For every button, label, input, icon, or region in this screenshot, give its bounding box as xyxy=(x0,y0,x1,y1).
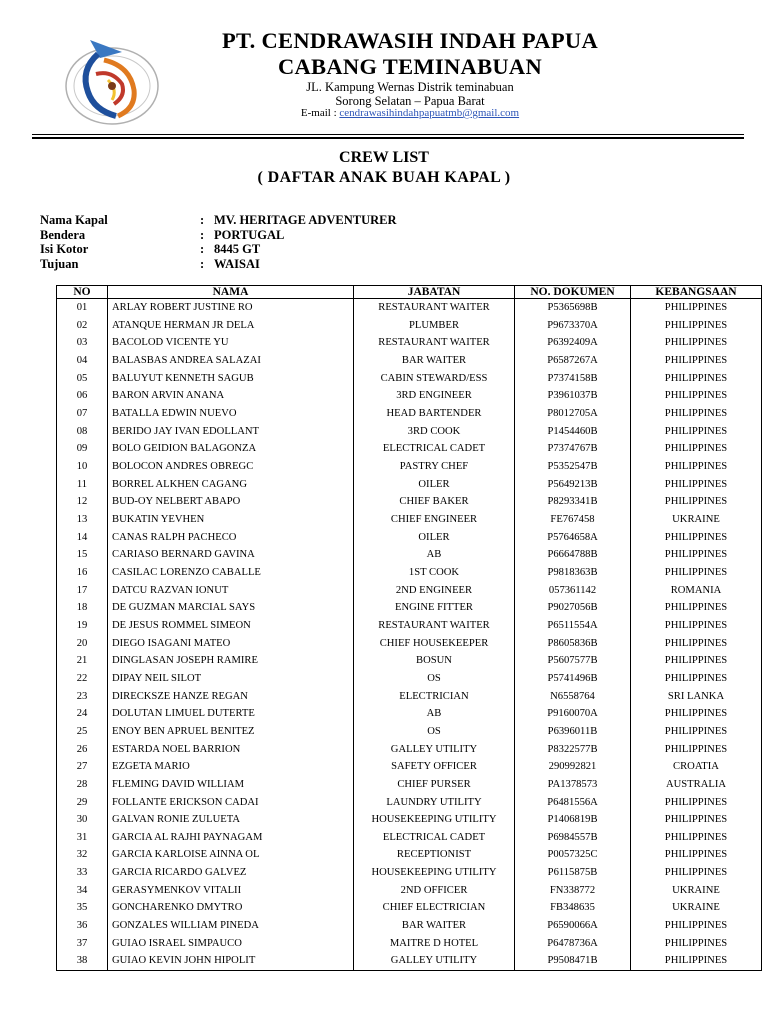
cell-document: P7374767B xyxy=(515,440,631,458)
cell-no: 22 xyxy=(57,670,108,688)
cell-no: 14 xyxy=(57,529,108,547)
cell-nationality: CROATIA xyxy=(631,758,762,776)
table-row xyxy=(57,758,762,776)
table-row xyxy=(57,740,762,758)
cell-no: 08 xyxy=(57,423,108,441)
cell-nationality: PHILIPPINES xyxy=(631,352,762,370)
cell-position: OS xyxy=(354,670,515,688)
cell-name: DINGLASAN JOSEPH RAMIRE xyxy=(108,652,354,670)
cell-position: CABIN STEWARD/ESS xyxy=(354,370,515,388)
cell-no: 34 xyxy=(57,882,108,900)
email-link[interactable]: cendrawasihindahpapuatmb@gmail.com xyxy=(339,107,520,119)
cell-no: 37 xyxy=(57,935,108,953)
cell-name: FLEMING DAVID WILLIAM xyxy=(108,776,354,794)
cell-nationality: PHILIPPINES xyxy=(631,476,762,494)
cell-name: ENOY BEN APRUEL BENITEZ xyxy=(108,723,354,741)
cell-position: CHIEF ELECTRICIAN xyxy=(354,899,515,917)
cell-name: BARON ARVIN ANANA xyxy=(108,387,354,405)
vessel-info-label: Bendera xyxy=(40,227,86,242)
cell-no: 27 xyxy=(57,758,108,776)
cell-document: P9160070A xyxy=(515,705,631,723)
header-document: NO. DOKUMEN xyxy=(515,286,631,299)
cell-position: BOSUN xyxy=(354,652,515,670)
cell-position: 2ND OFFICER xyxy=(354,882,515,900)
cell-name: BUKATIN YEVHEN xyxy=(108,511,354,529)
cell-name: GARCIA AL RAJHI PAYNAGAM xyxy=(108,829,354,847)
cell-position: OILER xyxy=(354,529,515,547)
cell-nationality: PHILIPPINES xyxy=(631,652,762,670)
cell-no: 31 xyxy=(57,829,108,847)
table-row xyxy=(57,458,762,476)
header-name: NAMA xyxy=(108,286,354,299)
cell-nationality: PHILIPPINES xyxy=(631,599,762,617)
cell-name: BATALLA EDWIN NUEVO xyxy=(108,405,354,423)
cell-name: DE GUZMAN MARCIAL SAYS xyxy=(108,599,354,617)
cell-nationality: PHILIPPINES xyxy=(631,317,762,335)
cell-position: CHIEF ENGINEER xyxy=(354,511,515,529)
cell-no: 23 xyxy=(57,687,108,705)
cell-position: 1ST COOK xyxy=(354,564,515,582)
vessel-info-label: Tujuan xyxy=(40,256,79,271)
table-row xyxy=(57,476,762,494)
cell-document: P6587267A xyxy=(515,352,631,370)
cell-document: N6558764 xyxy=(515,687,631,705)
cell-document: P8012705A xyxy=(515,405,631,423)
cell-no: 13 xyxy=(57,511,108,529)
table-row xyxy=(57,564,762,582)
vessel-info-row xyxy=(40,257,397,272)
cell-position: GALLEY UTILITY xyxy=(354,740,515,758)
cell-no: 04 xyxy=(57,352,108,370)
cell-nationality: PHILIPPINES xyxy=(631,670,762,688)
vessel-info-value: PORTUGAL xyxy=(214,227,285,242)
cell-nationality: PHILIPPINES xyxy=(631,917,762,935)
cell-position: PASTRY CHEF xyxy=(354,458,515,476)
cell-document: P6481556A xyxy=(515,793,631,811)
cell-name: ATANQUE HERMAN JR DELA xyxy=(108,317,354,335)
vessel-info-separator: : xyxy=(200,242,205,256)
table-row xyxy=(57,952,762,970)
cell-name: BACOLOD VICENTE YU xyxy=(108,334,354,352)
cell-position: ELECTRICIAN xyxy=(354,687,515,705)
company-email-row xyxy=(160,107,660,120)
cell-position: SAFETY OFFICER xyxy=(354,758,515,776)
cell-document: P9508471B xyxy=(515,952,631,970)
cell-nationality: UKRAINE xyxy=(631,899,762,917)
cell-name: BERIDO JAY IVAN EDOLLANT xyxy=(108,423,354,441)
cell-name: DIPAY NEIL SILOT xyxy=(108,670,354,688)
cell-document: 290992821 xyxy=(515,758,631,776)
document-subtitle: ( DAFTAR ANAK BUAH KAPAL ) xyxy=(257,169,511,186)
cell-name: CASILAC LORENZO CABALLE xyxy=(108,564,354,582)
table-row xyxy=(57,405,762,423)
cell-name: ARLAY ROBERT JUSTINE RO xyxy=(108,299,354,317)
vessel-info-label: Isi Kotor xyxy=(40,242,89,256)
cell-position: RECEPTIONIST xyxy=(354,846,515,864)
cell-name: GONZALES WILLIAM PINEDA xyxy=(108,917,354,935)
table-row xyxy=(57,617,762,635)
cell-nationality: PHILIPPINES xyxy=(631,952,762,970)
table-row xyxy=(57,440,762,458)
cell-name: BORREL ALKHEN CAGANG xyxy=(108,476,354,494)
cell-nationality: PHILIPPINES xyxy=(631,634,762,652)
cell-no: 12 xyxy=(57,493,108,511)
cell-position: RESTAURANT WAITER xyxy=(354,299,515,317)
cell-document: P5352547B xyxy=(515,458,631,476)
cell-nationality: PHILIPPINES xyxy=(631,740,762,758)
vessel-info xyxy=(40,213,397,271)
table-row xyxy=(57,705,762,723)
table-row xyxy=(57,829,762,847)
document-title: CREW LIST xyxy=(339,149,429,166)
table-header-row xyxy=(57,286,762,299)
cell-document: P8322577B xyxy=(515,740,631,758)
cell-position: ELECTRICAL CADET xyxy=(354,440,515,458)
cell-name: GUIAO KEVIN JOHN HIPOLIT xyxy=(108,952,354,970)
cell-document: FN338772 xyxy=(515,882,631,900)
cell-name: BOLO GEIDION BALAGONZA xyxy=(108,440,354,458)
cell-document: P9673370A xyxy=(515,317,631,335)
cell-document: P6478736A xyxy=(515,935,631,953)
company-name: PT. CENDRAWASIH INDAH PAPUA xyxy=(221,28,599,53)
table-row xyxy=(57,776,762,794)
cell-position: RESTAURANT WAITER xyxy=(354,617,515,635)
cell-document: PA1378573 xyxy=(515,776,631,794)
cell-no: 35 xyxy=(57,899,108,917)
cell-document: P8605836B xyxy=(515,634,631,652)
cell-no: 28 xyxy=(57,776,108,794)
cell-document: P9818363B xyxy=(515,564,631,582)
cell-position: HOUSEKEEPING UTILITY xyxy=(354,811,515,829)
cell-no: 01 xyxy=(57,299,108,317)
cell-nationality: PHILIPPINES xyxy=(631,846,762,864)
cell-position: 2ND ENGINEER xyxy=(354,582,515,600)
cell-position: AB xyxy=(354,705,515,723)
table-row xyxy=(57,529,762,547)
cell-document: P1406819B xyxy=(515,811,631,829)
cell-document: P6392409A xyxy=(515,334,631,352)
crew-table xyxy=(56,285,762,971)
cell-document: P5607577B xyxy=(515,652,631,670)
cell-nationality: PHILIPPINES xyxy=(631,829,762,847)
cell-nationality: PHILIPPINES xyxy=(631,705,762,723)
cell-no: 05 xyxy=(57,370,108,388)
table-row xyxy=(57,917,762,935)
cell-position: GALLEY UTILITY xyxy=(354,952,515,970)
cell-name: GONCHARENKO DMYTRO xyxy=(108,899,354,917)
cell-document: P8293341B xyxy=(515,493,631,511)
cell-name: GALVAN RONIE ZULUETA xyxy=(108,811,354,829)
cell-document: 057361142 xyxy=(515,582,631,600)
table-row xyxy=(57,687,762,705)
cell-name: ESTARDA NOEL BARRION xyxy=(108,740,354,758)
cell-no: 16 xyxy=(57,564,108,582)
cell-document: FE767458 xyxy=(515,511,631,529)
cell-no: 17 xyxy=(57,582,108,600)
cell-document: P5764658A xyxy=(515,529,631,547)
cell-name: DIRECKSZE HANZE REGAN xyxy=(108,687,354,705)
cell-no: 26 xyxy=(57,740,108,758)
cell-nationality: PHILIPPINES xyxy=(631,493,762,511)
cell-nationality: UKRAINE xyxy=(631,511,762,529)
cell-no: 24 xyxy=(57,705,108,723)
cell-position: 3RD ENGINEER xyxy=(354,387,515,405)
cell-nationality: PHILIPPINES xyxy=(631,334,762,352)
cell-position: CHIEF HOUSEKEEPER xyxy=(354,634,515,652)
cell-name: EZGETA MARIO xyxy=(108,758,354,776)
cell-name: GUIAO ISRAEL SIMPAUCO xyxy=(108,935,354,953)
cell-nationality: ROMANIA xyxy=(631,582,762,600)
table-row xyxy=(57,882,762,900)
cell-no: 18 xyxy=(57,599,108,617)
cell-nationality: PHILIPPINES xyxy=(631,793,762,811)
cell-no: 03 xyxy=(57,334,108,352)
cell-no: 19 xyxy=(57,617,108,635)
cell-no: 07 xyxy=(57,405,108,423)
cell-nationality: AUSTRALIA xyxy=(631,776,762,794)
cell-position: PLUMBER xyxy=(354,317,515,335)
cell-position: MAITRE D HOTEL xyxy=(354,935,515,953)
table-row xyxy=(57,493,762,511)
email-label: E-mail : xyxy=(300,107,340,119)
cell-position: BAR WAITER xyxy=(354,917,515,935)
cell-no: 38 xyxy=(57,952,108,970)
cell-position: RESTAURANT WAITER xyxy=(354,334,515,352)
table-row xyxy=(57,899,762,917)
cell-nationality: PHILIPPINES xyxy=(631,370,762,388)
vessel-info-separator: : xyxy=(200,256,205,271)
cell-position: OS xyxy=(354,723,515,741)
cell-name: GARCIA RICARDO GALVEZ xyxy=(108,864,354,882)
cell-position: OILER xyxy=(354,476,515,494)
cell-nationality: SRI LANKA xyxy=(631,687,762,705)
cell-nationality: PHILIPPINES xyxy=(631,440,762,458)
cell-no: 36 xyxy=(57,917,108,935)
cell-position: CHIEF BAKER xyxy=(354,493,515,511)
cell-name: DOLUTAN LIMUEL DUTERTE xyxy=(108,705,354,723)
cell-no: 10 xyxy=(57,458,108,476)
table-row xyxy=(57,723,762,741)
cell-nationality: PHILIPPINES xyxy=(631,864,762,882)
cell-position: AB xyxy=(354,546,515,564)
vessel-info-separator: : xyxy=(200,213,205,227)
vessel-info-label: Nama Kapal xyxy=(40,213,108,227)
company-branch: CABANG TEMINABUAN xyxy=(277,54,543,79)
table-row xyxy=(57,352,762,370)
cell-document: P6115875B xyxy=(515,864,631,882)
cell-nationality: PHILIPPINES xyxy=(631,423,762,441)
cell-nationality: PHILIPPINES xyxy=(631,935,762,953)
cell-name: BALASBAS ANDREA SALAZAI xyxy=(108,352,354,370)
table-row xyxy=(57,582,762,600)
cell-no: 32 xyxy=(57,846,108,864)
cell-nationality: PHILIPPINES xyxy=(631,617,762,635)
cell-no: 25 xyxy=(57,723,108,741)
cell-document: P6590066A xyxy=(515,917,631,935)
table-row xyxy=(57,670,762,688)
cell-nationality: PHILIPPINES xyxy=(631,723,762,741)
company-logo xyxy=(60,30,170,130)
table-row xyxy=(57,634,762,652)
cell-nationality: PHILIPPINES xyxy=(631,529,762,547)
cell-position: HOUSEKEEPING UTILITY xyxy=(354,864,515,882)
cell-document: P6664788B xyxy=(515,546,631,564)
cell-nationality: PHILIPPINES xyxy=(631,458,762,476)
cell-no: 30 xyxy=(57,811,108,829)
table-row xyxy=(57,846,762,864)
vessel-info-value: 8445 GT xyxy=(214,242,261,256)
cell-document: P3961037B xyxy=(515,387,631,405)
table-row xyxy=(57,387,762,405)
cell-name: BALUYUT KENNETH SAGUB xyxy=(108,370,354,388)
cell-nationality: PHILIPPINES xyxy=(631,299,762,317)
table-row xyxy=(57,546,762,564)
company-address-line1: JL. Kampung Wernas Distrik teminabuan xyxy=(306,80,514,94)
table-row xyxy=(57,935,762,953)
cell-document: P7374158B xyxy=(515,370,631,388)
cell-document: P6984557B xyxy=(515,829,631,847)
cell-document: FB348635 xyxy=(515,899,631,917)
cell-no: 15 xyxy=(57,546,108,564)
cell-name: BUD-OY NELBERT ABAPO xyxy=(108,493,354,511)
cell-no: 06 xyxy=(57,387,108,405)
vessel-info-row xyxy=(40,213,397,228)
table-row xyxy=(57,511,762,529)
vessel-info-value: WAISAI xyxy=(214,256,260,271)
cell-name: CARIASO BERNARD GAVINA xyxy=(108,546,354,564)
cell-document: P6396011B xyxy=(515,723,631,741)
cell-position: HEAD BARTENDER xyxy=(354,405,515,423)
cell-position: ENGINE FITTER xyxy=(354,599,515,617)
table-row xyxy=(57,334,762,352)
cell-document: P5741496B xyxy=(515,670,631,688)
table-row xyxy=(57,317,762,335)
cell-nationality: PHILIPPINES xyxy=(631,387,762,405)
vessel-info-separator: : xyxy=(200,227,205,242)
cell-document: P6511554A xyxy=(515,617,631,635)
table-row xyxy=(57,423,762,441)
cell-document: P0057325C xyxy=(515,846,631,864)
cell-no: 11 xyxy=(57,476,108,494)
cell-name: CANAS RALPH PACHECO xyxy=(108,529,354,547)
cell-no: 21 xyxy=(57,652,108,670)
header-no: NO xyxy=(57,286,108,299)
cell-nationality: PHILIPPINES xyxy=(631,546,762,564)
cell-nationality: UKRAINE xyxy=(631,882,762,900)
cell-document: P5365698B xyxy=(515,299,631,317)
cell-document: P9027056B xyxy=(515,599,631,617)
table-row xyxy=(57,793,762,811)
vessel-info-value: MV. HERITAGE ADVENTURER xyxy=(214,213,397,227)
cell-name: DE JESUS ROMMEL SIMEON xyxy=(108,617,354,635)
cell-no: 20 xyxy=(57,634,108,652)
cell-name: DATCU RAZVAN IONUT xyxy=(108,582,354,600)
table-row xyxy=(57,599,762,617)
cell-document: P5649213B xyxy=(515,476,631,494)
cell-name: GERASYMENKOV VITALII xyxy=(108,882,354,900)
header-position: JABATAN xyxy=(354,286,515,299)
cell-position: 3RD COOK xyxy=(354,423,515,441)
cell-position: CHIEF PURSER xyxy=(354,776,515,794)
header-nationality: KEBANGSAAN xyxy=(631,286,762,299)
letterhead-divider-thin xyxy=(32,134,744,135)
vessel-info-row xyxy=(40,228,397,243)
cell-name: DIEGO ISAGANI MATEO xyxy=(108,634,354,652)
letterhead-divider-thick xyxy=(32,137,744,139)
cell-position: LAUNDRY UTILITY xyxy=(354,793,515,811)
cell-nationality: PHILIPPINES xyxy=(631,405,762,423)
table-row xyxy=(57,652,762,670)
cell-no: 09 xyxy=(57,440,108,458)
cell-name: FOLLANTE ERICKSON CADAI xyxy=(108,793,354,811)
cell-no: 29 xyxy=(57,793,108,811)
cell-position: ELECTRICAL CADET xyxy=(354,829,515,847)
table-row xyxy=(57,370,762,388)
cell-no: 33 xyxy=(57,864,108,882)
cell-nationality: PHILIPPINES xyxy=(631,564,762,582)
cell-document: P1454460B xyxy=(515,423,631,441)
table-row xyxy=(57,811,762,829)
vessel-info-row xyxy=(40,242,397,257)
cell-no: 02 xyxy=(57,317,108,335)
cell-name: BOLOCON ANDRES OBREGC xyxy=(108,458,354,476)
cell-position: BAR WAITER xyxy=(354,352,515,370)
table-row xyxy=(57,864,762,882)
cell-nationality: PHILIPPINES xyxy=(631,811,762,829)
company-address-line2: Sorong Selatan – Papua Barat xyxy=(335,94,485,108)
table-row xyxy=(57,299,762,317)
cell-name: GARCIA KARLOISE AINNA OL xyxy=(108,846,354,864)
